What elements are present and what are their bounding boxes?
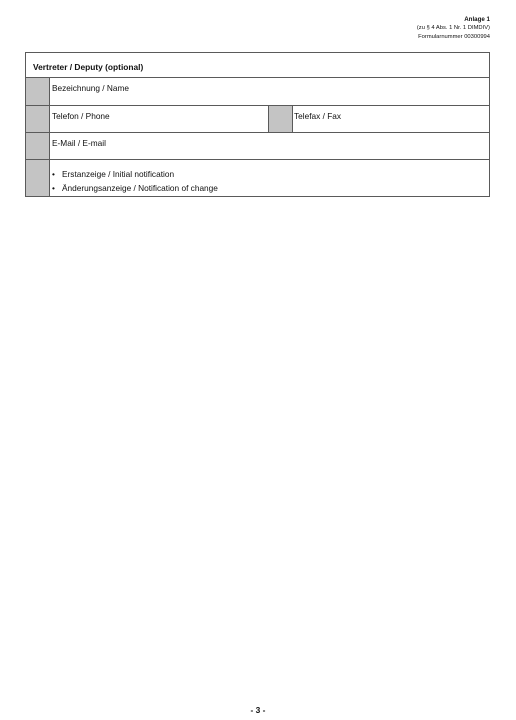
fax-label: Telefax / Fax [294, 111, 342, 121]
legal-reference: (zu § 4 Abs. 1 Nr. 1 DIMDIV) [416, 25, 490, 31]
bullet-icon: • [52, 169, 55, 179]
phone-marker-cell [26, 106, 50, 132]
annex-label: Anlage 1 [464, 16, 490, 23]
page-number: - 3 - [250, 705, 266, 715]
email-label: E-Mail / E-mail [52, 138, 106, 148]
deputy-form-table [25, 52, 490, 197]
option-initial-label: Erstanzeige / Initial notification [62, 169, 175, 179]
phone-label: Telefon / Phone [52, 111, 110, 121]
phone-field[interactable] [50, 106, 268, 132]
notification-options [51, 167, 218, 195]
name-marker-cell [26, 78, 50, 105]
bullet-icon: • [52, 183, 55, 193]
email-marker-cell [26, 133, 50, 159]
section-title-row [26, 53, 489, 78]
email-row [26, 133, 489, 160]
name-label: Bezeichnung / Name [52, 83, 130, 93]
option-change-label: Änderungsanzeige / Notification of change [62, 183, 218, 193]
form-number: Formularnummer 00300994 [418, 34, 490, 40]
email-field[interactable] [50, 133, 489, 159]
notification-type-row [26, 160, 489, 196]
notification-marker-cell [26, 160, 50, 196]
option-initial-notification[interactable] [51, 167, 218, 181]
fax-field[interactable] [293, 106, 489, 132]
option-change-notification[interactable] [51, 181, 218, 195]
section-title: Vertreter / Deputy (optional) [33, 62, 144, 72]
name-row [26, 78, 489, 106]
document-header [417, 15, 490, 42]
fax-marker-cell [268, 106, 293, 132]
name-field[interactable] [50, 78, 489, 105]
phone-fax-row [26, 106, 489, 133]
